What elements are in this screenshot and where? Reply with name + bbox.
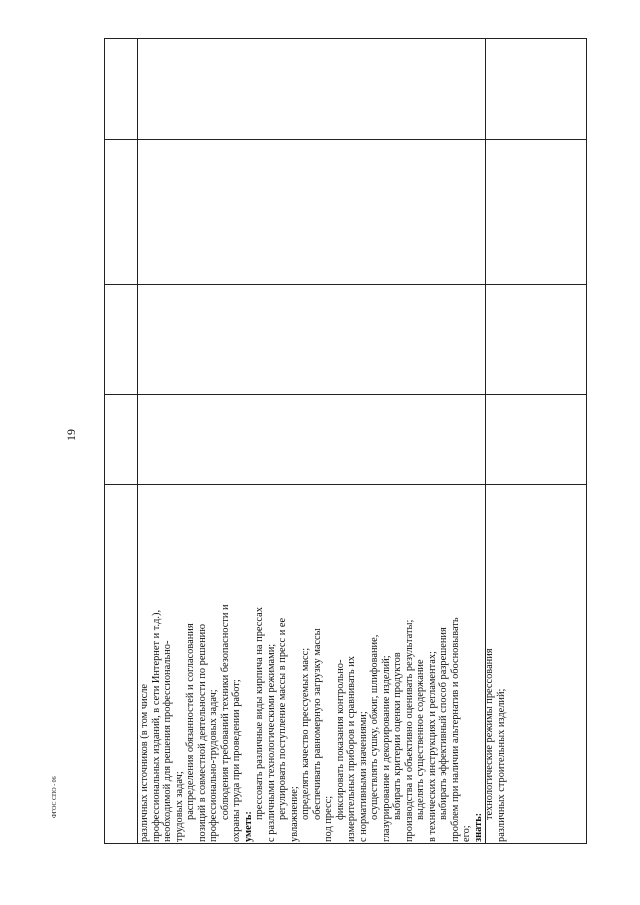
text-line: глазурирование и декорирование изделий; <box>380 655 392 842</box>
text-line: распределения обязанностей и согласования <box>185 623 196 820</box>
text-line: различных источников (в том числе <box>139 683 150 842</box>
text-line: прессовать различные виды кирпича на прессах <box>254 607 265 820</box>
text-line: трудовых задач; <box>173 771 185 842</box>
text-line: различных строительных изделий; <box>495 688 507 842</box>
text-line: охраны труда при проведении работ; <box>231 679 242 842</box>
text-line: профессионально-трудовых задач; <box>208 689 219 842</box>
text-line: увлажнение; <box>288 786 300 842</box>
text-line: технологические режимы прессования <box>484 648 495 820</box>
text-line: соблюдения требований техники безопасности и <box>219 604 231 820</box>
text-line: регулировать поступление массы в пресс и ее <box>277 617 288 820</box>
text-line: выбирать критерии оценки продуктов <box>392 652 403 820</box>
text-line: его; <box>461 825 472 842</box>
document-footer: ФГОС СПО - 06 <box>52 776 58 818</box>
text-line: под пресс; <box>323 795 334 842</box>
text-line: в технических инструкциях и регламентах; <box>426 651 438 842</box>
section-heading: уметь: <box>242 811 254 842</box>
text-line: производства и объективно оценивать результаты; <box>403 619 415 842</box>
competency-cell <box>137 38 507 844</box>
text-line: обеспечивать равномерную загрузку массы <box>311 628 323 820</box>
text-line: выбирать эффективный способ разрешения <box>438 627 449 820</box>
text-line: с нормативными значениями; <box>357 711 369 842</box>
text-line: осуществлять сушку, обжиг, шлифование, <box>369 634 380 820</box>
text-line: позиций в совместной деятельности по решению <box>196 624 208 842</box>
text-line: измерительных приборов и сравнивать их <box>346 656 357 842</box>
text-line: проблем при наличии альтернатив и обосновывать <box>449 617 461 842</box>
section-heading: знать: <box>472 812 484 842</box>
text-line: с различными технологическими режимами; <box>265 643 277 842</box>
page-number: 19 <box>64 429 78 441</box>
text-line: необходимой для решения профессионально- <box>162 640 173 842</box>
text-line: фиксировать показания контрольно- <box>334 659 346 820</box>
text-line: определять качество прессуемых масс; <box>300 647 311 820</box>
text-line: выделять существенное содержание <box>415 659 426 820</box>
text-line: профессиональных изданий, в сети Интернет и т.д.), <box>150 609 162 842</box>
